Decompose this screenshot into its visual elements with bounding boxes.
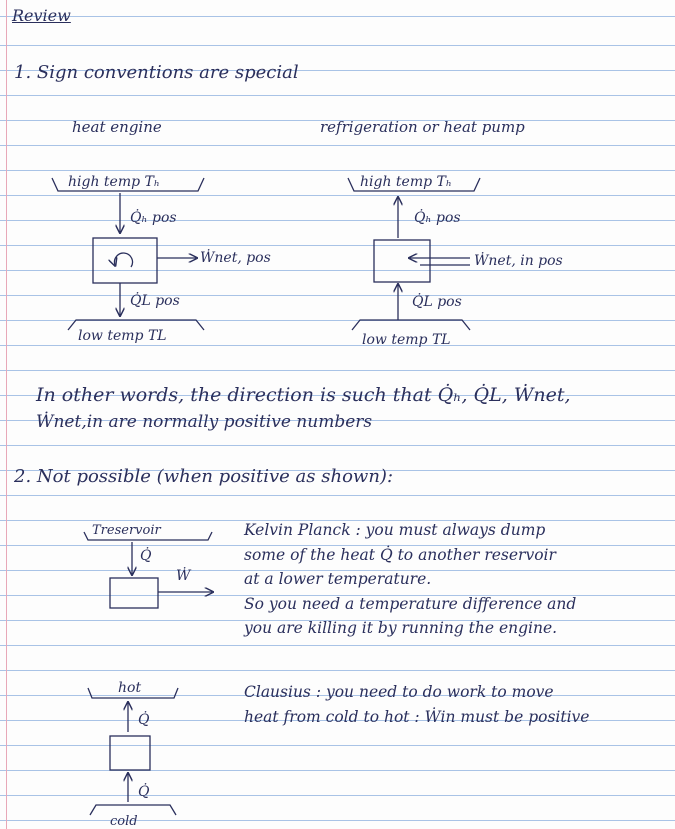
kelvin-line: Kelvin Planck : you must always dump — [244, 521, 546, 539]
summary-line-2: Ẇnet,in are normally positive numbers — [36, 412, 373, 432]
section-2-heading: 2. Not possible (when positive as shown): — [14, 466, 394, 487]
kelvin-planck-text — [244, 518, 576, 641]
heat-engine-ql-label: Q̇L pos — [130, 293, 180, 309]
kelvin-line: some of the heat Q̇ to another reservoir — [244, 545, 556, 564]
clausius-diagram — [88, 688, 178, 815]
refrigerator-bottom-reservoir-line — [352, 320, 470, 330]
heat-engine-diagram — [52, 178, 204, 330]
kelvin-line: at a lower temperature. — [244, 570, 432, 588]
summary-line-1: In other words, the direction is such that Q̇ₕ, Q̇L, Ẇnet, — [36, 384, 571, 406]
refrigerator-qh-label: Q̇ₕ pos — [414, 210, 461, 226]
heat-engine-box — [93, 238, 157, 283]
clausius-line: heat from cold to hot : Ẇin must be positive — [244, 707, 590, 726]
clausius-q-top-label: Q̇ — [138, 712, 150, 728]
heat-engine-title: heat engine — [72, 118, 162, 136]
kelvin-q-label: Q̇ — [140, 548, 152, 564]
refrigerator-ql-label: Q̇L pos — [412, 294, 462, 310]
clausius-text — [244, 680, 589, 729]
cycle-icon — [114, 253, 132, 267]
kelvin-box — [110, 578, 158, 608]
clausius-line: Clausius : you need to do work to move — [244, 683, 554, 701]
refrigerator-bottom-reservoir-label: low temp TL — [362, 332, 451, 348]
clausius-hot-label: hot — [118, 680, 142, 696]
refrigerator-top-reservoir-label: high temp Tₕ — [360, 174, 452, 190]
page-title: Review — [12, 6, 71, 25]
kelvin-line: you are killing it by running the engine. — [244, 619, 558, 637]
heat-engine-top-reservoir-label: high temp Tₕ — [68, 174, 160, 190]
clausius-cold-label: cold — [110, 814, 138, 829]
section-1-heading: 1. Sign conventions are special — [14, 62, 299, 83]
kelvin-w-label: Ẇ — [176, 568, 191, 584]
refrigeration-title: refrigeration or heat pump — [320, 118, 525, 136]
kelvin-reservoir-label: Treservoir — [92, 523, 161, 538]
kelvin-planck-diagram — [84, 532, 212, 608]
refrigerator-box — [374, 240, 430, 282]
heat-engine-w-label: Ẇnet, pos — [200, 250, 271, 266]
refrigerator-w-label: Ẇnet, in pos — [474, 253, 563, 269]
kelvin-line: So you need a temperature difference and — [244, 594, 577, 613]
clausius-q-bottom-label: Q̇ — [138, 784, 150, 800]
clausius-box — [110, 736, 150, 770]
heat-engine-bottom-reservoir-label: low temp TL — [78, 328, 167, 344]
heat-engine-qh-label: Q̇ₕ pos — [130, 210, 177, 226]
